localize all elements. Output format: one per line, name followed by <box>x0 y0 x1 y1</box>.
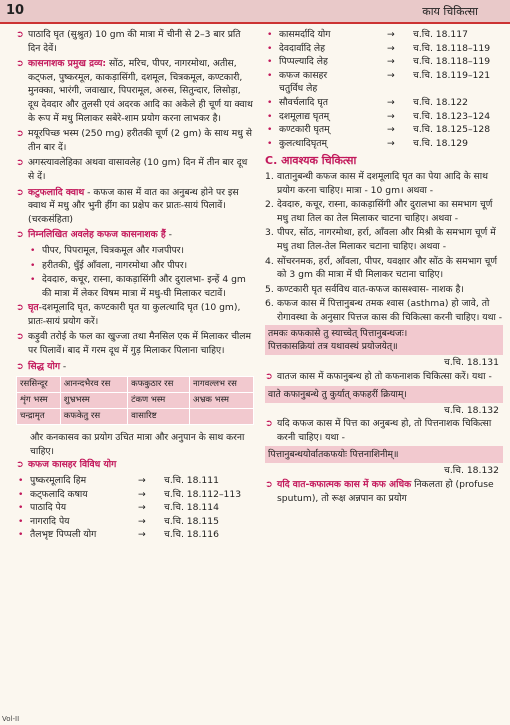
list-item: • पुष्करमूलादि हिम → च.चि. 18.111 <box>18 475 219 487</box>
paragraph: ➲ मयूरपिच्छ भस्म (250 mg) हरीतकी चूर्ण (2 gm) के साथ मधु से तीन बार दें। <box>16 128 252 153</box>
bullet-dot-icon: • <box>267 29 273 40</box>
numbered-item: 1. वातानुबन्धी कफज कास में दशमूलादि घृत का पेया आदि के साथ प्रयोग करना चाहिए। मात्रा - 10 gm। अथवा - <box>265 170 489 196</box>
table-row <box>17 393 254 409</box>
paragraph: और कनकासव का प्रयोग उचित मात्रा और अनुपान के साथ करना चाहिए। <box>30 432 245 457</box>
paragraph: ➲ अगस्त्यावलेहिका अथवा वासावलेह (10 gm) दिन में तीन बार दूध से दें। <box>16 157 248 182</box>
bullet-icon: ➲ <box>16 302 24 314</box>
siddha-yog-table <box>16 376 254 425</box>
list-item: • पाठादि पेय → च.चि. 18.114 <box>18 502 219 514</box>
numbered-item: 2. देवदारु, कचूर, रास्ना, काकड़ासिंगी और दुरालभा का समभाग चूर्ण मधु तथा तिल का तेल मिलाकर चाटना चाहिए। अथवा - <box>265 199 493 224</box>
bullet-icon: ➲ <box>265 479 273 491</box>
volume-label: Vol-II <box>2 715 20 723</box>
shloka: तमकः कफकासे तु स्याच्चेत् पित्तानुबन्धजः। पित्तकासक्रियां तत्र यथावस्थं प्रयोजयेत्॥ <box>265 325 503 355</box>
bullet-dot-icon: • <box>267 42 273 54</box>
bullet-dot-icon: • <box>18 488 24 500</box>
arrow-icon: → <box>138 529 146 541</box>
bullet-dot-icon: • <box>30 259 36 271</box>
arrow-icon: → <box>387 69 395 81</box>
table-cell: शृंग भस्म <box>17 393 61 409</box>
bullet-dot-icon: • <box>18 475 24 487</box>
bullet-icon: ➲ <box>16 157 24 169</box>
table-cell <box>189 409 253 425</box>
arrow-icon: → <box>387 124 395 136</box>
list-item: • कफज कासहर → च.चि. 18.119–121 <box>267 69 491 81</box>
arrow-icon: → <box>387 56 395 68</box>
yog-list-continued <box>265 28 503 150</box>
page-number: 10 <box>6 3 25 18</box>
bullet-icon: ➲ <box>16 459 24 471</box>
numbered-item: 4. सोंचरनमक, हर्रा, आँवला, पीपर, यवक्षार और सोंठ के समभाग चूर्ण को 3 gm की मात्रा में घी मिलाकर चटाना चाहिए। <box>265 255 497 281</box>
arrow-icon: → <box>387 29 395 40</box>
table-cell: चन्द्रामृत <box>17 409 61 425</box>
list-item: • पिप्पल्यादि लेह → च.चि. 18.118–119 <box>267 56 491 68</box>
list-item: • देवदार्वादि लेह → च.चि. 18.118–119 <box>267 42 491 54</box>
bullet-dot-icon: • <box>267 96 273 108</box>
bullet-dot-icon: • <box>267 124 273 136</box>
numbered-item: 3. पीपर, सोंठ, नागरमोथा, हर्रा, आँवला और मिश्री के समभाग चूर्ण में मधु तथा तिल-तेल मिलाकर चटाना चाहिए। अथवा - <box>265 227 496 252</box>
bullet-dot-icon: • <box>18 529 24 541</box>
reference: च.चि. 18.132 <box>444 465 499 477</box>
table-cell: शुभ्रभस्म <box>60 393 127 409</box>
arrow-icon: → <box>387 96 395 108</box>
paragraph: ➲ कटुफलादि क्वाथ - कफज कास में वात का अनुबन्ध होने पर इस क्वाथ में मधु और भुनी हींग का प्रक्षेप कर प्रातः-सायं पिलावें। (चरकसंहिता) <box>16 186 239 225</box>
list-item: • दशमूलाद्य घृतम् → च.चि. 18.123–124 <box>267 110 491 122</box>
table-cell: अभ्रक भस्म <box>189 393 253 409</box>
arrow-icon: → <box>387 42 395 54</box>
bullet-icon: ➲ <box>16 360 24 372</box>
reference: च.चि. 18.132 <box>444 404 499 416</box>
paragraph: ➲ कड़ुवी तरोई के फल का खुज्जा तथा मैनसिल एक में मिलाकर चीलम पर पिलावें। बाद में गरम दूध में गुड़ मिलाकर पिलाना चाहिए। <box>16 331 252 357</box>
table-cell: आनन्दभैरव रस <box>60 377 127 393</box>
paragraph: ➲ यदि कफज कास में पित्त का अनुबन्ध हो, तो पित्तनाशक चिकित्सा करनी चाहिए। यथा - <box>265 418 492 443</box>
list-item: • सौवर्चलादि घृत → च.चि. 18.122 <box>267 96 468 108</box>
list-item: • कण्टकारी घृतम् → च.चि. 18.125–128 <box>267 124 491 136</box>
reference: च.चि. 18.131 <box>444 357 499 369</box>
bullet-icon: ➲ <box>16 29 24 40</box>
paragraph: ➲ निम्नलिखित अवलेह कफज कासनाशक हैं - <box>16 229 172 241</box>
paragraph: ➲ कासनाशक प्रमुख द्रव्य: सोंठ, मरिच, पीपर, नागरमोथा, अतीस, कट्फल, पुष्करमूल, काकड़ासिंगी, दशमूल, चित्रकमूल, कण्टकारी, मुनक्का, भारंगी, जवाखार, पिपरामूल, अरुस, सितुन्दार, लिसोड़ा, दूध देवदार और तुलसी एवं अदरक आदि का अकेले ही चूर्ण या क्वाथ के रूप में मधु मिलाकर सबेरे-शाम प्रयोग करना लाभकर है। <box>16 58 253 124</box>
arrow-icon: → <box>138 488 146 500</box>
section-heading: C. आवश्यक चिकित्सा <box>265 154 357 168</box>
bullet-dot-icon: • <box>267 137 273 149</box>
chapter-title: काय चिकित्सा <box>422 5 478 18</box>
shloka: पित्तानुबन्धयोर्वातकफयोः पित्तनाशिनीम्॥ <box>265 446 503 463</box>
bullet-dot-icon: • <box>267 56 273 68</box>
yog-list <box>16 474 254 542</box>
bullet-dot-icon: • <box>18 502 24 514</box>
bullet-dot-icon: • <box>267 110 273 122</box>
bullet-icon: ➲ <box>16 331 24 343</box>
list-item-sub: चतुर्विध लेह <box>279 83 318 95</box>
table-cell: नागवल्लभ रस <box>189 377 253 393</box>
numbered-item: 6. कफज कास में पित्तानुबन्ध तमक श्वास (asthma) हो जावे, तो रोगावस्था के अनुसार पित्तज कास की चिकित्सा करनी चाहिए। यथा - <box>265 298 503 323</box>
yog-list-heading: ➲ कफज कासहर विविध योग <box>16 459 117 471</box>
bullet-icon: ➲ <box>265 418 273 430</box>
paragraph: ➲ वातज कास में कफानुबन्ध हो तो कफनाशक चिकित्सा करें। यथा - <box>265 371 492 383</box>
list-item: • नागरादि पेय → च.चि. 18.115 <box>18 515 219 527</box>
arrow-icon: → <box>138 515 146 527</box>
list-item: • कट्फलादि कषाय → च.चि. 18.112–113 <box>18 488 242 500</box>
bullet-icon: ➲ <box>16 128 24 140</box>
bullet-icon: ➲ <box>16 186 24 198</box>
list-item: • कासमर्दादि योग → च.चि. 18.117 <box>267 29 468 40</box>
paragraph: ➲ घृत-दशमूलादि घृत, कण्टकारी घृत या कुलत्थादि घृत (10 gm), प्रातः-सायं प्रयोग करें। <box>16 302 241 327</box>
table-cell: कफकुठार रस <box>128 377 190 393</box>
bullet-icon: ➲ <box>16 58 24 70</box>
sub-item: • देवदारु, कचूर, रास्ना, काकड़ासिंगी और दुरालभा- इन्हें 4 gm की मात्रा में लेकर विषम मात्रा में मधु-घी मिलाकर चटावें। <box>30 274 246 299</box>
numbered-item: 5. कण्टकारी घृत सर्वविध वात-कफज कासश्वास- नाशक है। <box>265 283 464 295</box>
arrow-icon: → <box>387 137 395 149</box>
table-cell: कफकेतु रस <box>60 409 127 425</box>
siddha-yog-heading: ➲ सिद्ध योग - <box>16 360 67 372</box>
left-column <box>16 28 254 542</box>
bullet-icon: ➲ <box>265 371 273 383</box>
shloka: वाते कफानुबन्धे तु कुर्यात् कफहरीं क्रियाम्। <box>265 386 503 403</box>
bullet-icon: ➲ <box>16 229 24 241</box>
bullet-dot-icon: • <box>30 274 36 286</box>
table-row <box>17 409 254 425</box>
sub-item: • पीपर, पिपरामूल, चित्रकमूल और गजपीपर। <box>30 244 185 256</box>
arrow-icon: → <box>138 502 146 514</box>
page-header <box>0 0 510 24</box>
arrow-icon: → <box>138 475 146 487</box>
bullet-dot-icon: • <box>30 244 36 256</box>
list-item: • तैलभृष्ट पिप्पली योग → च.चि. 18.116 <box>18 529 219 541</box>
paragraph: ➲ पाठादि घृत (सुश्रुत) 10 gm की मात्रा में चीनी से 2–3 बार प्रति दिन देवें। <box>16 29 241 54</box>
table-cell: वासारिष्ट <box>128 409 190 425</box>
sub-item: • हरीतकी, धुँई आँवला, नागरमोथा और पीपर। <box>30 259 188 271</box>
bullet-dot-icon: • <box>18 515 24 527</box>
list-item: • कुलत्थादिघृतम् → च.चि. 18.129 <box>267 137 468 149</box>
arrow-icon: → <box>387 110 395 122</box>
right-column <box>265 28 503 507</box>
table-cell: रससिन्दूर <box>17 377 61 393</box>
table-cell: टंकण भस्म <box>128 393 190 409</box>
bullet-dot-icon: • <box>267 69 273 81</box>
table-row <box>17 377 254 393</box>
paragraph: ➲ यदि वात-कफात्मक कास में कफ अधिक निकलता हो (profuse sputum), तो रूक्ष अन्नपान का प्रयोग <box>265 479 494 504</box>
